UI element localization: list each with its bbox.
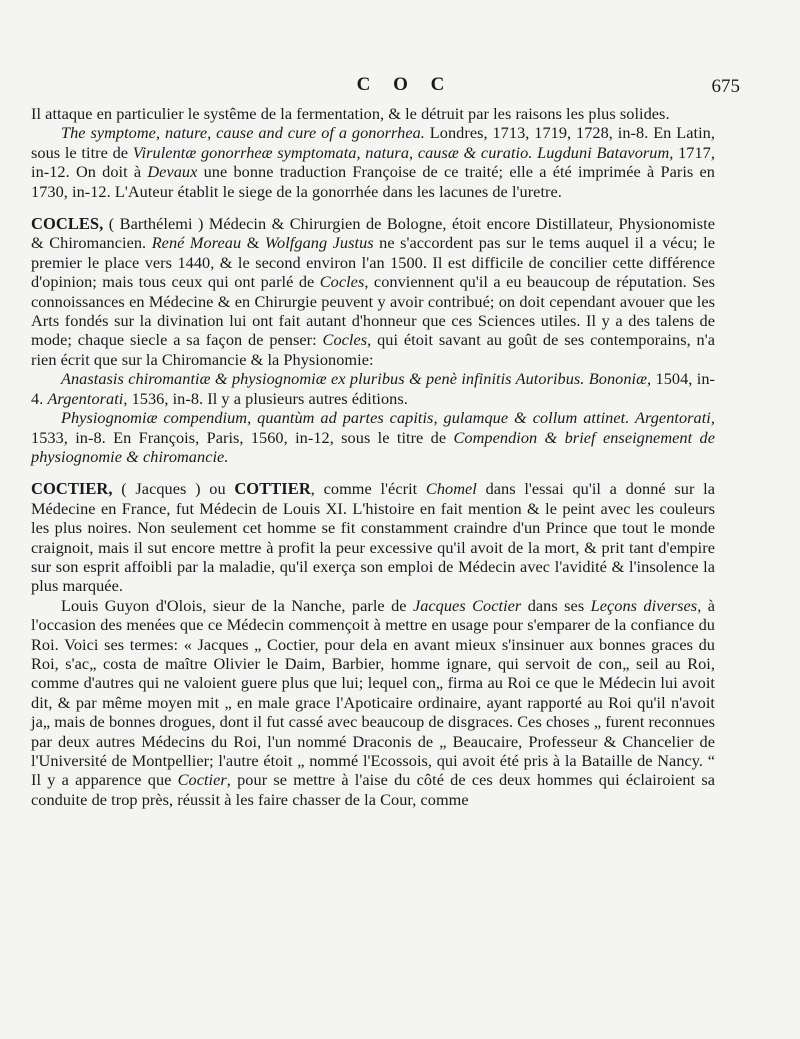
entry-headword: COCLES, bbox=[31, 214, 104, 234]
entry-paragraph bbox=[31, 596, 715, 809]
person-name: Cocles bbox=[319, 272, 365, 292]
work-title: Leçons diverses bbox=[590, 595, 698, 615]
page-number: 675 bbox=[711, 76, 740, 97]
person-name: Cocles bbox=[322, 330, 368, 350]
work-title-latin: Virulentæ gonorrheæ symptomata, natura, causæ & curatio. Lugduni Batavorum, bbox=[132, 142, 674, 162]
bibliography-paragraph bbox=[31, 123, 715, 201]
cited-author: René Moreau bbox=[151, 233, 242, 253]
person-name: Coctier bbox=[177, 770, 227, 790]
entry-text: ne s'accordent pas sur le tems auquel il a vécu; le premier le place vers 1440, & le second environ l'an 1500. Il est difficile de concilier cette différence d'opinion; mais tous ceux qui ont parlé de bbox=[31, 233, 715, 292]
bib-text: 1717, in-12. On doit à bbox=[31, 142, 715, 182]
entry-text: Louis Guyon d'Olois, sieur de la Nanche, parle de bbox=[61, 595, 413, 615]
entry-cocles bbox=[31, 214, 715, 369]
entry-text: & bbox=[241, 233, 265, 253]
entry-continuation bbox=[31, 104, 715, 123]
place-name: Argentorati bbox=[47, 388, 124, 408]
entry-text: , qui étoit savant au goût de ses contemporains, n'a rien écrit que sur la Chiromancie & la Physionomie: bbox=[31, 330, 715, 369]
citation-text: , 1536, in-8. Il y a plusieurs autres éditions. bbox=[123, 388, 408, 408]
author-name: Devaux bbox=[147, 162, 198, 182]
entry-text: dans ses bbox=[521, 595, 591, 615]
entry-text: dans l'essai qu'il a donné sur la Médecine en France, fut Médecin de Louis XI. L'histoire en fait mention & le peint avec les couleurs les plus noires. Non seulement cet homme se fit constamment craindre d'un Prince que tout le monde craignoit, mais il sut encore mettre à profit la peur excessive qu'il avoit de la mort, & prit tant d'empire sur son esprit affoibli par la maladie, qu'il exerça son emploi de Médecin avec l'avidité & l'insolence la plus marquée. bbox=[31, 479, 715, 596]
page-header bbox=[30, 74, 760, 100]
entry-text: , comme l'écrit bbox=[310, 479, 426, 499]
bib-text: une bonne traduction Françoise de ce traité; elle a été imprimée à Paris en 1730, in-12. L'Auteur établit le siege de la gonorrhée dans les lacunes de l'uretre. bbox=[31, 162, 715, 201]
cited-author: Chomel bbox=[425, 479, 477, 499]
person-name: Jacques Coctier bbox=[412, 595, 522, 615]
work-title: Anastasis chiromantiæ & physiognomiæ ex pluribus & penè infinitis Autoribus. Bononiæ, bbox=[61, 369, 652, 389]
entry-coctier bbox=[31, 479, 715, 595]
work-title: Physiognomiæ compendium, quantùm ad partes capitis, gulamque & collum attinet. Argentorati, bbox=[61, 408, 715, 428]
continuation-text: Il attaque en particulier le systême de la fermentation, & le détruit par les raisons les plus solides. bbox=[31, 104, 670, 123]
citation-text: 1504, in-4. bbox=[31, 369, 716, 408]
running-head: C O C bbox=[356, 74, 454, 95]
citation-text: 1533, in-8. En François, Paris, 1560, in-12, sous le titre de bbox=[31, 427, 454, 447]
work-title-french: Compendion & brief enseignement de physiognomie & chiromancie. bbox=[31, 427, 715, 466]
entry-text: ( Jacques ) ou bbox=[112, 479, 235, 499]
page-body bbox=[31, 104, 715, 809]
work-citation bbox=[31, 369, 715, 408]
entry-headword-variant: COTTIER bbox=[234, 479, 311, 499]
work-citation bbox=[31, 408, 715, 466]
bib-text: Londres, 1713, 1719, 1728, in-8. En Latin, sous le titre de bbox=[31, 123, 715, 162]
entry-separator bbox=[31, 201, 715, 214]
entry-text: , pour se mettre à l'aise du côté de ces deux hommes qui éclairoient sa conduite de trop près, réussit à les faire chasser de la Cour, comme bbox=[31, 770, 715, 809]
cited-author: Wolfgang Justus bbox=[264, 233, 374, 253]
entry-separator bbox=[31, 466, 715, 479]
entry-text: , conviennent qu'il a eu beaucoup de réputation. Ses connoissances en Médecine & en Chirurgie peuvent y avoir contribué; on doit cependant avouer que les Arts fondés sur la divination lui ont fait autant d'honneur que ces Sciences utiles. Il y a des talens de mode; chaque siecle a sa façon de penser: bbox=[31, 272, 715, 350]
entry-headword: COCTIER, bbox=[31, 479, 113, 499]
quotation-text: , à l'occasion des menées que ce Médecin commençoit à mettre en usage pour s'emparer de la confiance du Roi. Voici ses termes: « Jacques „ Coctier, pour dela en avant mieux s'insinuer aux bonnes graces du Roi, s'ac„ costa de maître Olivier le Daim, Barbier, homme ignare, qui servoit de con„ seil au Roi, comme d'autres qui ne valoient guere plus que lui; lequel con„ firma au Roi ce que le Médecin lui avoit dit, & par même moyen mit „ en male grace l'Apoticaire ordinaire, ayant rapporté au Roi qu'il n'avoit ja„ mais de bonnes drogues, dont il fut cassé avec beaucoup de disgraces. Ces choses „ furent reconnues par deux autres Médecins du Roi, l'un nommé Draconis de „ Beaucaire, Professeur & Chancelier de l'Université de Montpellier; l'autre étoit „ nommé l'Ecossois, qui avoit été pris à la Bataille de Nancy. “ Il y a apparence que bbox=[31, 595, 715, 790]
entry-text: ( Barthélemi ) Médecin & Chirurgien de Bologne, étoit encore Distillateur, Physionomiste & Chiromancien. bbox=[31, 214, 715, 253]
work-title: The symptome, nature, cause and cure of a gonorrhea. bbox=[61, 123, 425, 143]
